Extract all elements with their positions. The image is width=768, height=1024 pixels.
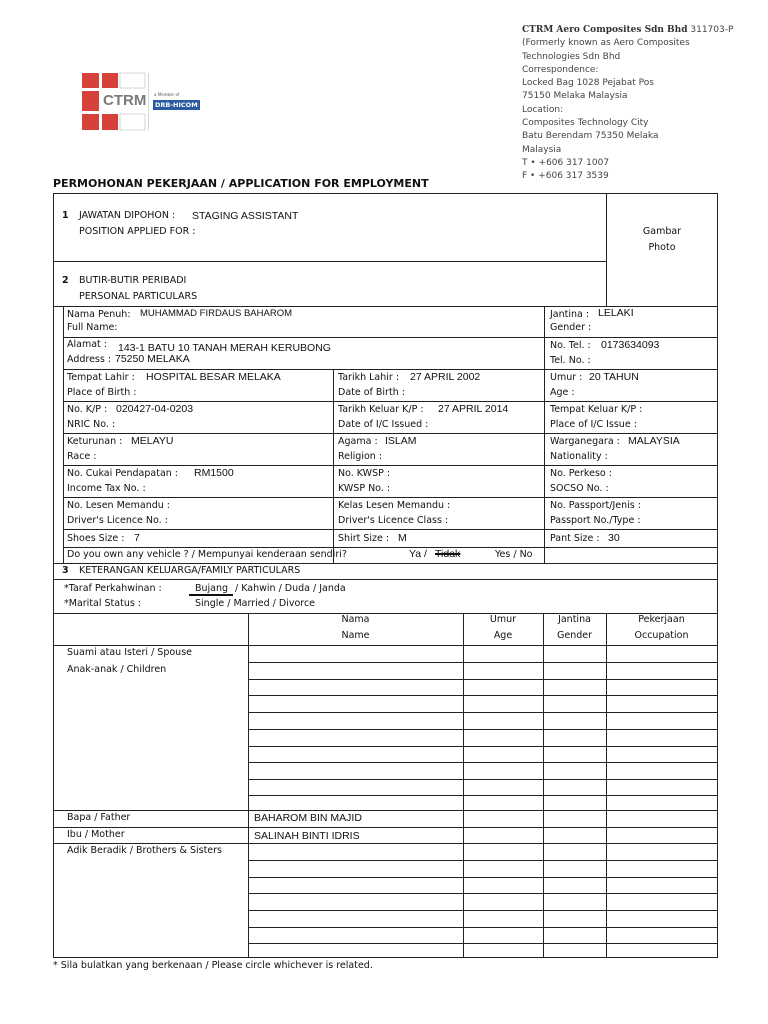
section2-number: 2 <box>62 275 69 286</box>
socso-label-en: SOCSO No. : <box>550 483 609 494</box>
family-head-occupation-ms: Pekerjaan <box>638 614 685 625</box>
pob-value[interactable]: HOSPITAL BESAR MELAKA <box>146 371 281 383</box>
logo-text: CTRM <box>103 92 147 109</box>
company-line: Composites Technology City <box>522 118 649 129</box>
footnote: * Sila bulatkan yang berkenaan / Please circle whichever is related. <box>53 960 373 971</box>
licence-label-en: Driver's Licence No. : <box>67 515 168 526</box>
family-head-age-ms: Umur <box>489 614 517 625</box>
pob-label-ms: Tempat Lahir : <box>67 372 135 383</box>
vehicle-question: Do you own any vehicle ? / Mempunyai kenderaan sendiri? <box>67 549 347 560</box>
section3-title: KETERANGAN KELUARGA/FAMILY PARTICULARS <box>79 565 301 576</box>
nric-label-en: NRIC No. : <box>67 419 116 430</box>
company-line: Batu Berendam 75350 Melaka <box>522 131 659 142</box>
marital-label-en: *Marital Status : <box>64 598 142 609</box>
company-line: Technologies Sdn Bhd <box>522 51 621 62</box>
address-line1-value[interactable]: 143-1 BATU 10 TANAH MERAH KERUBONG <box>118 342 331 354</box>
logo-member-text: a Member of <box>154 92 180 97</box>
tel-label-en: Tel. No. : <box>550 355 591 366</box>
race-label-en: Race : <box>67 451 97 462</box>
family-head-age-en: Age <box>493 630 513 641</box>
section3-number: 3 <box>62 565 69 576</box>
ic-issue-place-label-ms: Tempat Keluar K/P : <box>550 404 643 415</box>
company-reg: 311703-P <box>690 25 734 35</box>
father-label: Bapa / Father <box>67 812 131 823</box>
spouse-label: Suami atau Isteri / Spouse <box>67 647 192 658</box>
shirt-size-label: Shirt Size : <box>338 533 390 544</box>
family-head-gender-en: Gender <box>556 630 592 641</box>
race-label-ms: Keturunan : <box>67 436 123 447</box>
address-line2-value[interactable]: 75250 MELAKA <box>115 353 190 365</box>
gender-label-ms: Jantina : <box>550 309 590 320</box>
pob-label-en: Place of Birth : <box>67 387 137 398</box>
nationality-label-en: Nationality : <box>550 451 608 462</box>
kwsp-label-en: KWSP No. : <box>338 483 391 494</box>
company-line: 75150 Melaka Malaysia <box>522 91 628 102</box>
socso-label-ms: No. Perkeso : <box>550 468 612 479</box>
tax-label-ms: No. Cukai Pendapatan : <box>67 468 179 479</box>
marital-options-en: Single / Married / Divorce <box>195 598 316 609</box>
family-head-name-ms: Nama <box>341 614 370 625</box>
section2-title-en: PERSONAL PARTICULARS <box>79 291 198 302</box>
company-line: Location: <box>522 104 564 115</box>
form-title: PERMOHONAN PEKERJAAN / APPLICATION FOR EMPLOYMENT <box>53 177 429 190</box>
passport-label-en: Passport No./Type : <box>550 515 641 526</box>
tel-value[interactable]: 0173634093 <box>601 339 660 351</box>
pant-size-value[interactable]: 30 <box>608 532 620 544</box>
name-label-en: Full Name: <box>67 322 118 333</box>
age-label-en: Age : <box>550 387 575 398</box>
gender-label-en: Gender : <box>550 322 592 333</box>
section2-title-ms: BUTIR-BUTIR PERIBADI <box>79 275 187 286</box>
position-label-en: POSITION APPLIED FOR : <box>79 226 196 237</box>
ic-issue-date-value[interactable]: 27 APRIL 2014 <box>438 403 509 415</box>
dob-label-ms: Tarikh Lahir : <box>338 372 400 383</box>
licence-class-label-ms: Kelas Lesen Memandu : <box>338 500 451 511</box>
licence-class-label-en: Driver's Licence Class : <box>338 515 449 526</box>
family-head-name-en: Name <box>341 630 370 641</box>
ic-issue-date-label-ms: Tarikh Keluar K/P : <box>338 404 424 415</box>
company-name: CTRM Aero Composites Sdn Bhd <box>522 25 688 35</box>
tax-label-en: Income Tax No. : <box>67 483 146 494</box>
position-label-ms: JAWATAN DIPOHON : <box>79 210 176 221</box>
marital-options-rest: / Kahwin / Duda / Janda <box>235 583 346 594</box>
name-value[interactable]: MUHAMMAD FIRDAUS BAHAROM <box>140 308 293 319</box>
company-line: T • +606 317 1007 <box>522 157 610 168</box>
family-head-occupation-en: Occupation <box>634 630 689 641</box>
shoe-size-label: Shoes Size : <box>67 533 125 544</box>
vehicle-tidak-struck[interactable]: Tidak <box>435 548 461 560</box>
ic-issue-place-label-en: Place of I/C Issue : <box>550 419 637 430</box>
company-line: Correspondence: <box>522 64 599 75</box>
marital-label-ms: *Taraf Perkahwinan : <box>64 583 162 594</box>
company-line: F • +606 317 3539 <box>522 171 609 182</box>
company-logo <box>80 72 210 132</box>
nationality-label-ms: Warganegara : <box>550 436 620 447</box>
photo-label-en: Photo <box>648 242 676 253</box>
nric-label-ms: No. K/P : <box>67 404 108 415</box>
religion-label-en: Religion : <box>338 451 383 462</box>
nationality-value[interactable]: MALAYSIA <box>628 435 680 447</box>
nric-value[interactable]: 020427-04-0203 <box>116 403 194 415</box>
mother-name-value[interactable]: SALINAH BINTI IDRIS <box>254 830 360 842</box>
age-label-ms: Umur : <box>550 372 583 383</box>
logo-drb: DRB-HICOM <box>155 101 198 109</box>
position-value[interactable]: STAGING ASSISTANT <box>192 210 299 222</box>
race-value[interactable]: MELAYU <box>131 435 174 447</box>
company-line: Malaysia <box>522 144 562 155</box>
bujang-underline <box>189 594 233 596</box>
passport-label-ms: No. Passport/Jenis : <box>550 500 641 511</box>
tax-value[interactable]: RM1500 <box>194 467 234 479</box>
dob-value[interactable]: 27 APRIL 2002 <box>410 371 481 383</box>
father-name-value[interactable]: BAHAROM BIN MAJID <box>254 812 362 824</box>
family-head-gender-ms: Jantina <box>558 614 591 625</box>
marital-option-bujang[interactable]: Bujang <box>195 583 229 594</box>
photo-label-ms: Gambar <box>642 226 682 237</box>
company-line: Locked Bag 1028 Pejabat Pos <box>522 78 654 89</box>
name-label-ms: Nama Penuh: <box>67 309 131 320</box>
section1-number: 1 <box>62 210 69 221</box>
religion-label-ms: Agama : <box>338 436 378 447</box>
vehicle-yes-no: Yes / No <box>495 549 533 560</box>
siblings-label: Adik Beradik / Brothers & Sisters <box>67 845 222 856</box>
age-value[interactable]: 20 TAHUN <box>589 371 639 383</box>
gender-value[interactable]: LELAKI <box>598 307 634 319</box>
company-info <box>522 24 733 184</box>
vehicle-ya[interactable]: Ya / <box>409 548 427 560</box>
mother-label: Ibu / Mother <box>67 829 125 840</box>
company-line: (Formerly known as Aero Composites <box>522 38 690 49</box>
licence-label-ms: No. Lesen Memandu : <box>67 500 171 511</box>
religion-value[interactable]: ISLAM <box>385 435 417 447</box>
pant-size-label: Pant Size : <box>550 533 600 544</box>
address-label-ms: Alamat : <box>67 339 107 350</box>
children-label: Anak-anak / Children <box>67 664 167 675</box>
shoe-size-value[interactable]: 7 <box>134 532 140 544</box>
shirt-size-value[interactable]: M <box>398 532 407 544</box>
kwsp-label-ms: No. KWSP : <box>338 468 391 479</box>
address-label-en: Address : <box>67 354 112 365</box>
ic-issue-date-label-en: Date of I/C Issued : <box>338 419 429 430</box>
dob-label-en: Date of Birth : <box>338 387 405 398</box>
tel-label-ms: No. Tel. : <box>550 340 591 351</box>
